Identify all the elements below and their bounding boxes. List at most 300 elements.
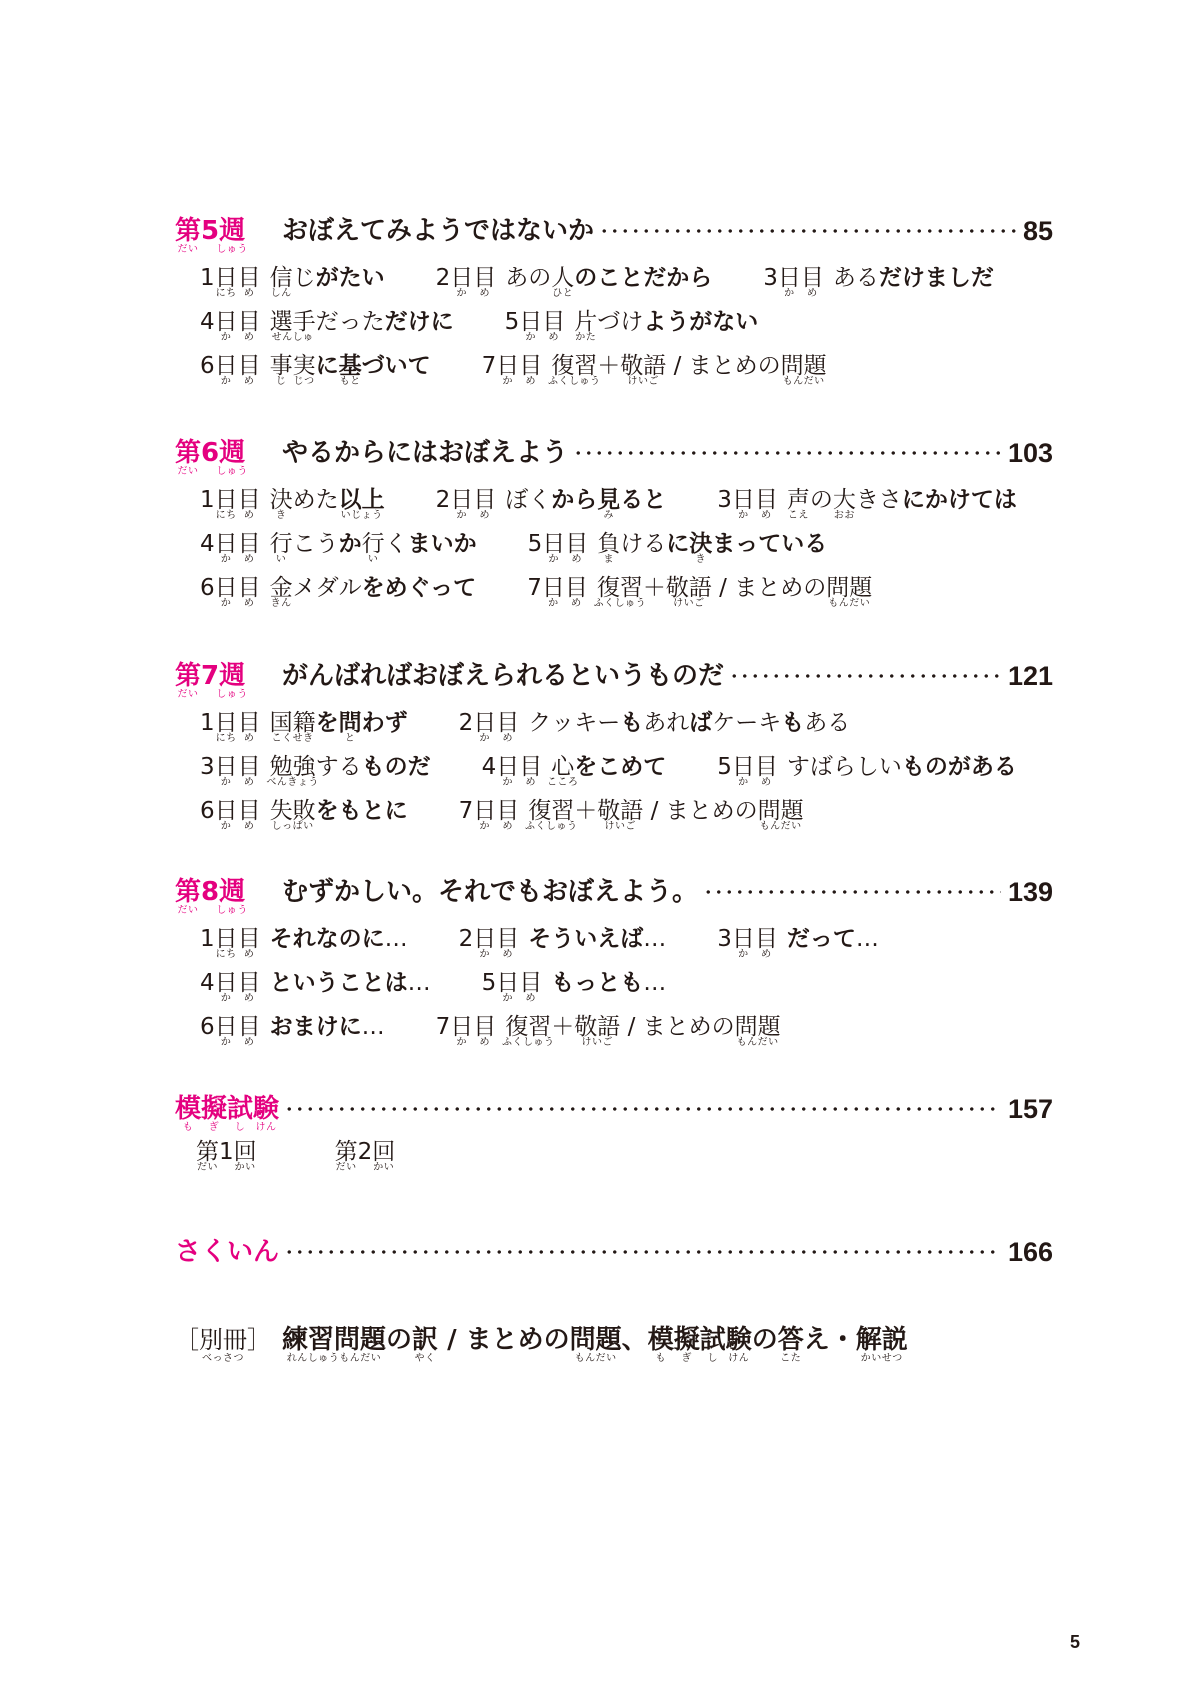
furigana: め — [525, 376, 537, 387]
day-segment — [527, 575, 542, 601]
lesson-text: ということは — [269, 970, 408, 996]
day-segment — [459, 798, 474, 824]
day-text: 目 — [754, 926, 778, 952]
day-text: 目 — [237, 487, 261, 513]
lesson-segment — [505, 487, 551, 513]
lesson-segment — [787, 754, 902, 780]
furigana: い — [275, 554, 287, 565]
furigana: め — [243, 376, 255, 387]
day-segment — [200, 926, 215, 952]
mock-exam-segment — [358, 1139, 373, 1165]
furigana: いじょう — [340, 510, 383, 521]
lesson-item — [435, 265, 713, 299]
dot-leader — [573, 450, 1001, 456]
day-text: 6 — [200, 1014, 215, 1040]
week-label — [175, 661, 282, 700]
furigana: じつ — [293, 376, 315, 387]
furigana: め — [243, 821, 255, 832]
lesson-segment — [270, 1014, 362, 1040]
lesson-item — [763, 265, 994, 299]
lesson-segment — [270, 926, 385, 952]
week-label-text: 週 — [219, 216, 246, 246]
lesson-segment — [643, 798, 757, 824]
furigana: か — [479, 733, 491, 744]
lesson-segment — [833, 265, 879, 291]
lesson-rows — [200, 478, 1053, 610]
furigana: かい — [373, 1162, 395, 1173]
day-text: 日 — [777, 265, 801, 291]
lesson-text: ＋ — [574, 798, 598, 824]
lesson-text: 人 — [551, 265, 575, 291]
supplement-description-text: / まとめの — [438, 1325, 570, 1355]
lesson-segment — [879, 265, 994, 291]
lesson-segment — [316, 754, 362, 780]
day-label — [763, 265, 824, 299]
day-text: 日 — [473, 798, 497, 824]
day-text: 目 — [237, 1014, 261, 1040]
furigana: もんだい — [759, 821, 802, 832]
week-label-text: 週 — [219, 661, 246, 691]
week-heading — [175, 876, 1053, 916]
day-text: 目 — [237, 309, 261, 335]
furigana: め — [525, 993, 537, 1004]
lesson-text: 問題 — [734, 1014, 781, 1040]
furigana: め — [525, 777, 537, 788]
day-text: 目 — [237, 575, 261, 601]
lesson-item — [200, 710, 408, 744]
furigana: み — [603, 510, 615, 521]
lesson-text: 信 — [269, 265, 293, 291]
mock-exam-segment — [334, 1139, 358, 1173]
lesson-segment — [293, 575, 362, 601]
lesson-title — [505, 265, 713, 299]
day-text: 4 — [481, 754, 497, 780]
mock-exam-text: 回 — [233, 1139, 257, 1165]
day-text: 6 — [200, 575, 215, 601]
lesson-text: … — [407, 970, 431, 996]
furigana: か — [502, 777, 514, 788]
lesson-text: メダル — [292, 575, 362, 601]
lesson-text: ものだ — [361, 754, 431, 780]
day-segment — [200, 754, 215, 780]
furigana: にち — [215, 510, 237, 521]
furigana: もんだい — [782, 376, 825, 387]
furigana: い — [367, 554, 379, 565]
page-number: 5 — [1070, 1632, 1081, 1652]
day-text: 目 — [237, 531, 261, 557]
lesson-text: 国籍 — [269, 710, 316, 736]
lesson-segment — [666, 353, 780, 379]
day-segment — [505, 309, 520, 335]
lesson-segment — [810, 487, 833, 513]
mock-exam-text: 回 — [372, 1139, 396, 1165]
lesson-text: づけ — [597, 309, 644, 335]
lesson-item — [481, 970, 667, 1004]
furigana: にち — [215, 288, 237, 299]
lesson-text: 以上 — [338, 487, 385, 513]
day-text: 目 — [519, 754, 543, 780]
lesson-segment — [856, 487, 902, 513]
day-text: 6 — [200, 353, 215, 379]
day-label — [717, 754, 778, 788]
day-segment — [200, 798, 215, 824]
lesson-item — [200, 487, 385, 521]
day-segment — [237, 531, 261, 565]
day-segment — [519, 970, 543, 1004]
week-page-reference: 139 — [1007, 877, 1053, 907]
furigana: め — [502, 733, 514, 744]
day-label — [458, 710, 520, 744]
day-label — [717, 926, 778, 960]
day-text: 日 — [542, 531, 566, 557]
day-segment — [450, 487, 474, 521]
furigana: こえ — [787, 510, 809, 521]
lesson-segment — [266, 754, 319, 788]
week-label-segment — [216, 438, 248, 477]
day-label — [481, 353, 543, 387]
day-text: 日 — [473, 710, 497, 736]
supplement-description-text: 擬 — [673, 1325, 700, 1355]
day-label — [200, 798, 261, 832]
lesson-segment — [643, 926, 666, 952]
lesson-item — [504, 309, 759, 343]
lesson-segment — [781, 710, 804, 736]
lesson-segment — [293, 265, 316, 291]
day-segment — [473, 487, 497, 521]
supplement-label-segment — [247, 1327, 271, 1353]
dot-leader — [729, 673, 1001, 679]
day-text: 3 — [717, 926, 732, 952]
index-page-reference: 166 — [1007, 1237, 1053, 1267]
lesson-text: 行 — [269, 531, 293, 557]
supplement-description-segment — [412, 1325, 439, 1364]
lesson-text: そういえば — [528, 926, 644, 952]
day-text: 目 — [754, 487, 778, 513]
lesson-row — [200, 789, 1053, 833]
day-segment — [200, 353, 215, 379]
lesson-text: する — [315, 754, 362, 780]
day-text: 日 — [214, 487, 238, 513]
lesson-text: ＋ — [642, 575, 666, 601]
lesson-row — [200, 344, 1053, 388]
furigana: か — [220, 598, 232, 609]
lesson-item — [200, 309, 454, 343]
lesson-segment — [269, 309, 316, 343]
day-text: 5 — [717, 754, 732, 780]
day-segment — [200, 970, 215, 996]
week-label — [175, 438, 282, 477]
day-segment — [200, 309, 215, 335]
lesson-segment — [502, 1014, 555, 1048]
week-page-reference: 103 — [1007, 438, 1053, 468]
week-label-text: 7 — [201, 661, 220, 691]
mock-exam-label-segment — [227, 1094, 254, 1133]
day-text: 5 — [481, 970, 497, 996]
lesson-text: 見 — [597, 487, 621, 513]
day-segment — [731, 754, 755, 788]
lesson-segment — [551, 487, 597, 513]
day-segment — [237, 970, 261, 1004]
mock-exam-item — [334, 1139, 396, 1173]
mock-exam-segment — [196, 1139, 219, 1173]
day-segment — [717, 926, 732, 952]
furigana: だい — [177, 244, 199, 255]
day-text: 日 — [450, 265, 474, 291]
day-text: 3 — [200, 754, 215, 780]
day-segment — [237, 353, 261, 387]
lesson-segment — [293, 531, 339, 557]
lesson-text: 事 — [269, 353, 293, 379]
lesson-text: / まとめの — [643, 798, 758, 824]
day-text: 3 — [763, 265, 778, 291]
lesson-text: 問題 — [826, 575, 873, 601]
dot-leader — [703, 889, 1001, 895]
day-text: 4 — [200, 309, 215, 335]
lesson-segment — [597, 309, 643, 335]
lesson-text: すばらしい — [786, 754, 902, 780]
lesson-item — [717, 487, 1017, 521]
day-text: 目 — [496, 926, 520, 952]
day-label — [458, 798, 520, 832]
furigana: か — [220, 993, 232, 1004]
furigana: か — [548, 598, 559, 609]
lesson-title — [266, 754, 431, 788]
day-segment — [214, 710, 238, 744]
lesson-segment — [551, 265, 575, 299]
lesson-segment — [316, 798, 408, 824]
lesson-row — [200, 917, 1053, 961]
lesson-title — [269, 353, 431, 387]
lesson-segment — [362, 575, 477, 601]
furigana: か — [479, 821, 491, 832]
furigana: だい — [335, 1162, 357, 1173]
lesson-segment — [547, 754, 579, 788]
lesson-text: … — [855, 926, 879, 952]
furigana: め — [571, 598, 582, 609]
lesson-title — [528, 926, 666, 952]
day-label — [200, 926, 261, 960]
day-text: 目 — [496, 710, 520, 736]
lesson-text: の — [809, 487, 833, 513]
lesson-text: … — [361, 1014, 385, 1040]
lesson-text: おまけに — [269, 1014, 362, 1040]
furigana: き — [695, 554, 707, 565]
day-text: 日 — [214, 265, 238, 291]
day-text: 日 — [214, 798, 238, 824]
week-7-section — [175, 660, 1053, 833]
lesson-text: ようがない — [643, 309, 759, 335]
furigana: め — [479, 288, 491, 299]
lesson-text: まいか — [407, 531, 477, 557]
furigana: ふくしゅう — [502, 1037, 555, 1048]
supplement-description-text: 解説 — [855, 1325, 908, 1355]
lesson-text: だった — [315, 309, 385, 335]
lesson-text: … — [643, 926, 667, 952]
day-segment — [214, 531, 238, 565]
lesson-title — [505, 487, 667, 521]
lesson-segment — [689, 531, 713, 565]
lesson-segment — [804, 710, 850, 736]
index-section — [175, 1236, 1053, 1268]
day-segment — [717, 487, 732, 513]
day-text: 7 — [481, 353, 497, 379]
lesson-segment — [316, 309, 385, 335]
lesson-text: ＋ — [551, 1014, 575, 1040]
day-text: 2 — [458, 926, 474, 952]
day-text: 7 — [458, 798, 474, 824]
day-segment — [237, 1014, 261, 1048]
day-segment — [473, 265, 497, 299]
day-segment — [800, 265, 824, 299]
week-label-segment — [201, 440, 219, 466]
lesson-text: 負 — [597, 531, 621, 557]
week-label-segment — [201, 663, 219, 689]
supplement-label-segment — [199, 1326, 247, 1364]
lesson-segment — [270, 970, 408, 996]
day-label — [200, 531, 261, 565]
day-segment — [496, 710, 520, 744]
lesson-text: 決 — [269, 487, 293, 513]
day-label — [200, 575, 261, 609]
lesson-title — [786, 487, 1017, 521]
lesson-text: 敬語 — [574, 1014, 621, 1040]
dot-leader — [599, 228, 1016, 234]
furigana: め — [243, 288, 255, 299]
lesson-segment — [643, 970, 666, 996]
furigana: か — [548, 554, 560, 565]
day-segment — [473, 1014, 497, 1048]
furigana: め — [761, 949, 772, 960]
lesson-text: じ — [292, 265, 316, 291]
furigana: こくせき — [271, 733, 314, 744]
lesson-row — [200, 961, 1053, 1005]
lesson-title — [270, 1014, 385, 1040]
mock-exam-label-text: 試 — [227, 1094, 254, 1124]
lesson-segment — [269, 353, 293, 387]
day-text: 4 — [200, 970, 215, 996]
mock-exam-text: 第 — [196, 1139, 219, 1165]
lesson-segment — [574, 798, 597, 824]
lesson-segment — [316, 710, 339, 736]
lesson-title — [269, 798, 408, 832]
day-text: 目 — [519, 353, 543, 379]
week-label-text: 6 — [201, 438, 220, 468]
lesson-segment — [551, 970, 643, 996]
lesson-segment — [548, 353, 601, 387]
week-label-segment — [175, 216, 202, 255]
day-segment — [496, 353, 520, 387]
lesson-text: めた — [292, 487, 339, 513]
day-text: 日 — [731, 926, 755, 952]
day-segment — [450, 265, 474, 299]
lesson-text: 大 — [832, 487, 856, 513]
week-title: やるからにはおぼえよう — [282, 438, 569, 468]
furigana: ま — [603, 554, 615, 565]
lesson-text: … — [643, 970, 667, 996]
lesson-text: 片 — [574, 309, 598, 335]
week-label-text: 週 — [219, 438, 246, 468]
day-segment — [482, 970, 497, 996]
lesson-item — [200, 926, 408, 960]
lesson-text: 敬語 — [597, 798, 644, 824]
furigana: しゅう — [216, 689, 248, 700]
lesson-segment — [574, 309, 598, 343]
lesson-item — [458, 926, 667, 960]
day-segment — [214, 754, 238, 788]
lesson-segment — [786, 487, 810, 521]
furigana: め — [243, 993, 255, 1004]
week-heading — [175, 660, 1053, 700]
furigana: か — [525, 332, 537, 343]
week-label-segment — [175, 661, 202, 700]
lesson-text: 失敗 — [269, 798, 316, 824]
supplement-description-segment — [647, 1325, 674, 1364]
furigana: ふくしゅう — [525, 821, 578, 832]
lesson-text: 選手 — [269, 309, 316, 335]
day-text: 日 — [214, 710, 238, 736]
lesson-text: こう — [292, 531, 339, 557]
furigana: き — [275, 510, 287, 521]
lesson-text: / まとめの — [620, 1014, 735, 1040]
lesson-item — [527, 531, 828, 565]
lesson-text: 心 — [551, 754, 575, 780]
supplement-description — [282, 1325, 908, 1364]
week-label-segment — [216, 877, 248, 916]
mock-exam-heading — [175, 1093, 1053, 1133]
day-text: 目 — [237, 710, 261, 736]
lesson-text: 問 — [338, 710, 362, 736]
furigana: か — [738, 510, 749, 521]
day-text: 目 — [519, 970, 543, 996]
lesson-text: 金 — [269, 575, 293, 601]
day-segment — [214, 487, 238, 521]
lesson-segment — [361, 531, 385, 565]
lesson-segment — [643, 710, 689, 736]
lesson-item — [200, 970, 431, 1004]
lesson-row — [200, 522, 1053, 566]
week-title: がんばればおぼえられるというものだ — [282, 661, 725, 691]
furigana: けいご — [581, 1037, 614, 1048]
day-segment — [731, 926, 755, 960]
furigana: め — [761, 510, 772, 521]
lesson-segment — [643, 575, 666, 601]
day-text: 5 — [527, 531, 543, 557]
day-label — [200, 265, 261, 299]
lesson-item — [481, 754, 667, 788]
day-segment — [200, 710, 215, 736]
day-text: 日 — [214, 970, 238, 996]
lesson-text: 行 — [361, 531, 385, 557]
supplement-description-segment — [673, 1325, 700, 1364]
day-segment — [237, 754, 261, 788]
lesson-segment — [902, 754, 1017, 780]
furigana: こた — [780, 1353, 802, 1364]
day-text: 日 — [731, 754, 755, 780]
day-segment — [214, 970, 238, 1004]
supplement-description-segment — [622, 1327, 648, 1353]
day-segment — [519, 353, 543, 387]
lesson-title — [269, 531, 477, 565]
supplement-description-text: の — [751, 1325, 778, 1355]
day-segment — [237, 798, 261, 832]
lesson-segment — [551, 1014, 574, 1040]
lesson-text: 勉強 — [269, 754, 316, 780]
lesson-item — [200, 575, 477, 609]
lesson-text: がたい — [315, 265, 385, 291]
lesson-text: / まとめの — [666, 353, 781, 379]
day-text: 7 — [435, 1014, 451, 1040]
week-label — [175, 877, 282, 916]
